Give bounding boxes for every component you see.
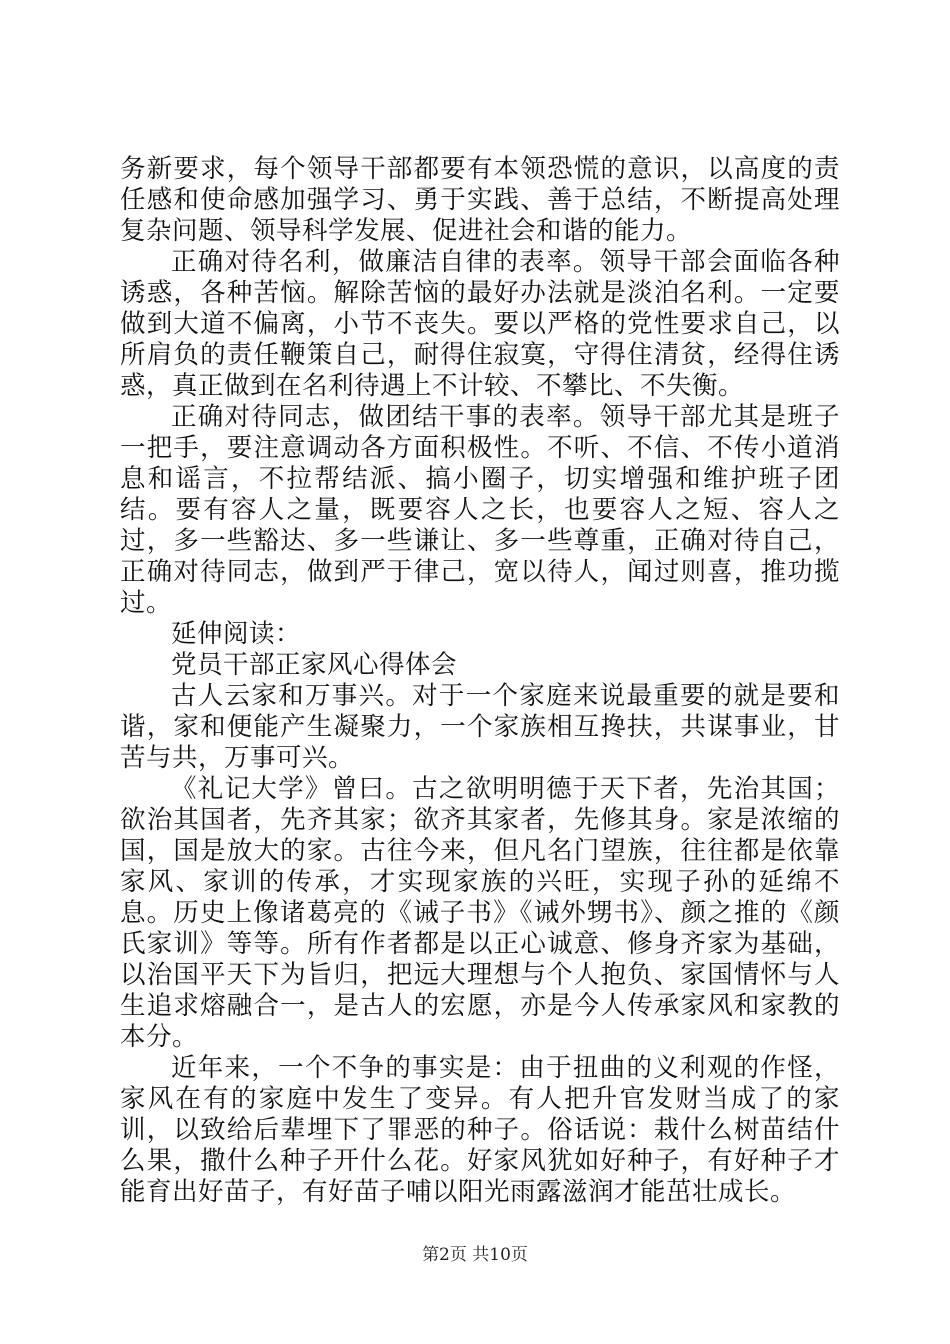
document-body [120,154,840,1208]
section-title: 党员干部正家风心得体会 [171,650,458,680]
paragraph-family-harmony: 古人云家和万事兴。对于一个家庭来说最重要的就是要和谐，家和便能产生凝聚力，一个家族相互搀扶，共谋事业，甘苦与共，万事可兴。 [120,681,840,773]
paragraph-fame-and-gain: 正确对待名利，做廉洁自律的表率。领导干部会面临各种诱惑，各种苦恼。解除苦恼的最好办法就是淡泊名利。一定要做到大道不偏离，小节不丧失。要以严格的党性要求自己，以所肩负的责任鞭策自己，耐得住寂寞，守得住清贫，经得住诱惑，真正做到在名利待遇上不计较、不攀比、不失衡。 [120,247,840,401]
paragraph-recent-years: 近年来，一个不争的事实是：由于扭曲的义利观的作怪，家风在有的家庭中发生了变异。有人把升官发财当成了的家训，以致给后辈埋下了罪恶的种子。俗话说：栽什么树苗结什么果，撒什么种子开什么花。好家风犹如好种子，有好种子才能育出好苗子，有好苗子哺以阳光雨露滋润才能茁壮成长。 [120,1053,840,1207]
extended-reading-label: 延伸阅读： [171,619,302,649]
paragraph-book-of-rites: 《礼记大学》曾曰。古之欲明明德于天下者，先治其国；欲治其国者，先齐其家；欲齐其家者，先修其身。家是浓缩的国，国是放大的家。古往今来，但凡名门望族，往往都是依靠家风、家训的传承，才实现家族的兴旺，实现子孙的延绵不息。历史上像诸葛亮的《诫子书》《诫外甥书》、颜之推的《颜氏家训》等等。所有作者都是以正心诚意、修身齐家为基础，以治国平天下为旨归，把远大理想与个人抱负、家国情怀与人生追求熔融合一，是古人的宏愿，亦是今人传承家风和家教的本分。 [120,774,840,1052]
paragraph-continued: 务新要求，每个领导干部都要有本领恐慌的意识，以高度的责任感和使命感加强学习、勇于实践、善于总结，不断提高处理复杂问题、领导科学发展、促进社会和谐的能力。 [120,154,840,246]
paragraph-comrades: 正确对待同志，做团结干事的表率。领导干部尤其是班子一把手，要注意调动各方面积极性。不听、不信、不传小道消息和谣言，不拉帮结派、搞小圈子，切实增强和维护班子团结。要有容人之量，既要容人之长，也要容人之短、容人之过，多一些豁达、多一些谦让、多一些尊重，正确对待自己，正确对待同志，做到严于律己，宽以待人，闻过则喜，推功揽过。 [120,402,840,618]
page-number-footer: 第2页 共10页 [422,1245,528,1265]
